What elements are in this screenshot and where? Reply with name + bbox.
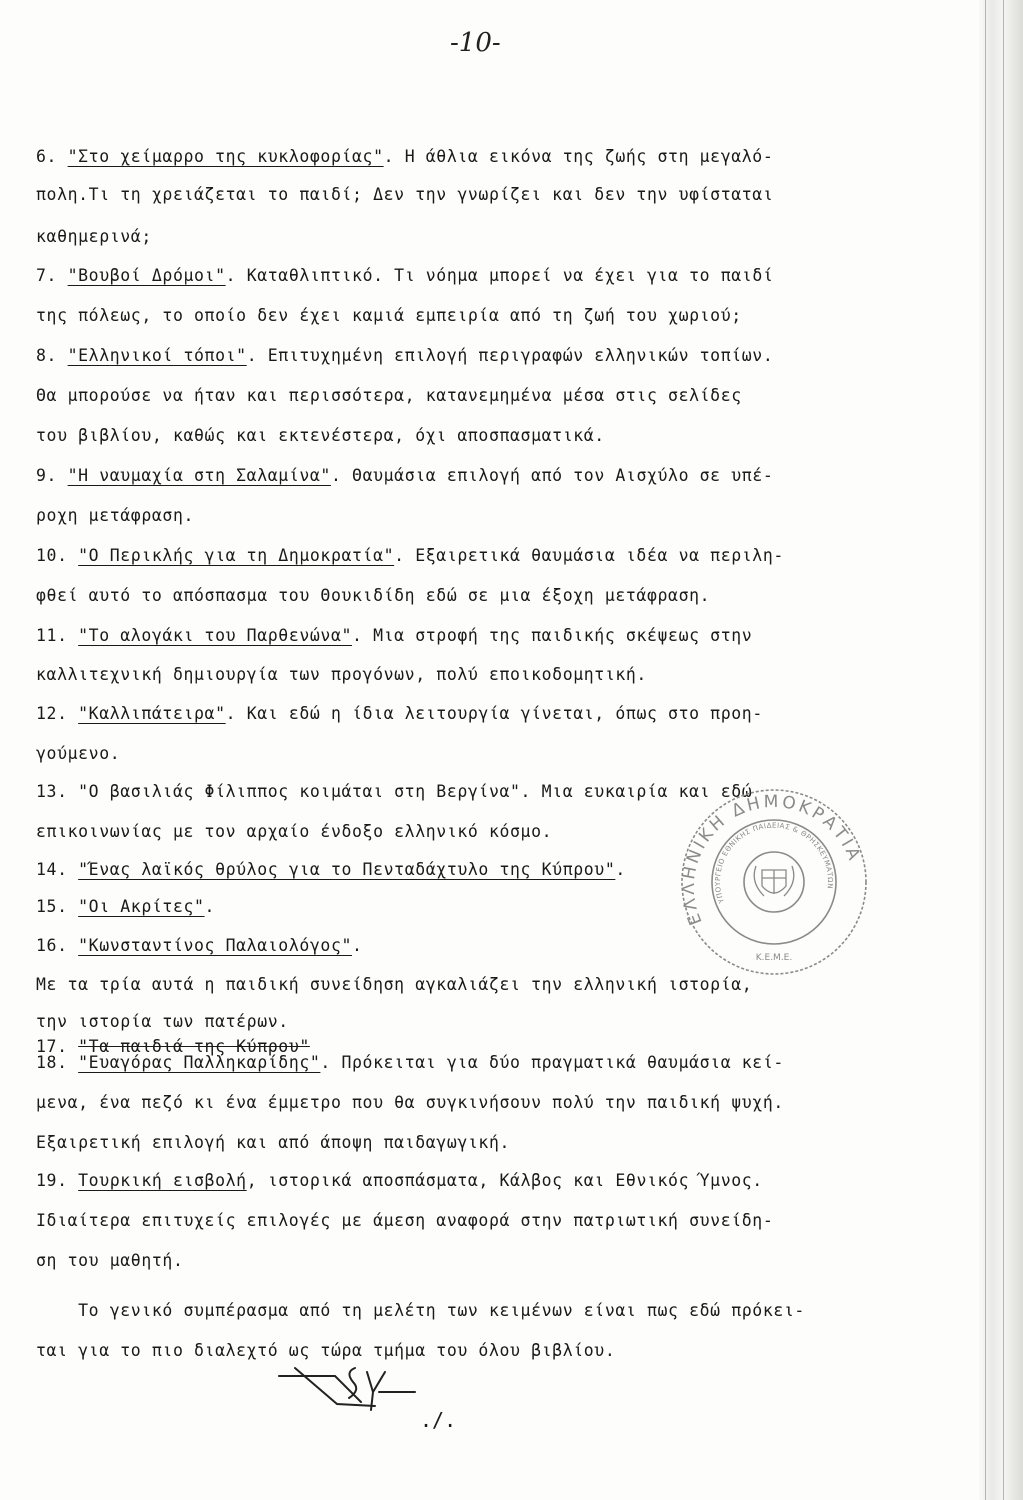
text-line [36,545,784,567]
page-number: -10- [450,28,501,58]
text-segment: καλλιτεχνική δημιουργία των προγόνων, πολύ εποικοδομητική. [36,665,647,684]
text-segment: 13. "Ο βασιλιάς Φίλιππος κοιμάται στη Βεργίνα". Μια ευκαιρία και εδώ [36,782,753,801]
text-line [36,974,752,996]
underlined-title: "Το αλογάκι του Παρθενώνα" [78,626,353,645]
svg-text:ΥΠΟΥΡΓΕΙΟ ΕΘΝΙΚΗΣ ΠΑΙΔΕΙΑΣ & Θ: ΥΠΟΥΡΓΕΙΟ ΕΘΝΙΚΗΣ ΠΑΙΔΕΙΑΣ & ΘΡΗΣΚΕΥΜΑΤΩΝ [713,821,835,905]
text-line [36,1092,784,1114]
underlined-title: "Οι Ακρίτες" [78,897,205,916]
underlined-title: "Ευαγόρας Παλληκαρίδης" [78,1053,321,1072]
text-segment: επικοινωνίας με τον αρχαίο ένδοξο ελληνικό κόσμο. [36,822,553,841]
text-line [36,703,763,725]
svg-text:ΕΛΛΗΝΙΚΗ ΔΗΜΟΚΡΑΤΙΑ: ΕΛΛΗΝΙΚΗ ΔΗΜΟΚΡΑΤΙΑ [678,791,865,928]
text-line [36,1300,805,1322]
text-line [36,821,552,843]
text-segment: Εξαιρετική επιλογή και από άποψη παιδαγωγική. [36,1133,511,1152]
text-line [36,1052,784,1074]
text-segment: ση του μαθητή. [36,1251,184,1270]
text-line [36,625,752,647]
text-segment: 12. [36,704,79,723]
text-line [36,781,752,803]
page-edge-line [985,0,986,1500]
text-segment: Το γενικό συμπέρασμα από τη μελέτη των κειμένων είναι πως εδώ πρόκει- [36,1301,805,1320]
text-line [36,935,363,957]
underlined-title: "Στο χείμαρρο της κυκλοφορίας" [67,147,384,166]
text-segment: 18. [36,1053,79,1072]
text-line [36,1170,763,1192]
text-line [36,1132,510,1154]
text-line [36,425,605,447]
text-line [36,1011,289,1033]
text-line [36,743,120,765]
text-segment: ται για το πιο διαλεχτό ως τώρα τμήμα του όλου βιβλίου. [36,1341,616,1360]
text-segment: 7. [36,266,68,285]
text-segment: 15. [36,897,79,916]
text-segment: 14. [36,860,79,879]
text-segment: . Μια στροφή της παιδικής σκέψεως στην [352,626,753,645]
text-segment: της πόλεως, το οποίο δεν έχει καμιά εμπειρία από τη ζωή του χωριού; [36,306,742,325]
text-segment: . Η άθλια εικόνα της ζωής στη μεγαλό- [383,147,774,166]
text-line [36,859,626,881]
text-segment: . Και εδώ η ίδια λειτουργία γίνεται, όπως στο προη- [225,704,763,723]
text-line [36,664,647,686]
text-segment: γούμενο. [36,744,121,763]
text-line [36,505,194,527]
text-segment: 16. [36,936,79,955]
underlined-title: "Η ναυμαχία στη Σαλαμίνα" [67,466,331,485]
text-segment: την ιστορία των πατέρων. [36,1012,289,1031]
underlined-title: "Κωνσταντίνος Παλαιολόγος" [78,936,353,955]
text-segment: 19. [36,1171,79,1190]
text-segment: 11. [36,626,79,645]
text-segment: 8. [36,346,68,365]
text-segment: , ιστορικά αποσπάσματα, Κάλβος και Εθνικός Ύμνος. [246,1171,763,1190]
text-segment: Με τα τρία αυτά η παιδική συνείδηση αγκαλιάζει την ελληνική ιστορία, [36,975,753,994]
text-segment: . [204,897,216,916]
underlined-title: "Βουβοί Δρόμοι" [67,266,226,285]
text-segment: 17. [36,1037,79,1056]
svg-text:Κ.Ε.Μ.Ε.: Κ.Ε.Μ.Ε. [755,953,793,963]
text-line [36,465,773,487]
page-edge-line [1003,0,1004,1500]
underlined-title: "Καλλιπάτειρα" [78,704,226,723]
text-line [36,1210,773,1232]
text-line [36,345,773,367]
end-mark: ./. [420,1408,457,1432]
text-segment: . Θαυμάσια επιλογή από τον Αισχύλο σε υπέ- [330,466,774,485]
text-segment: . Καταθλιπτικό. Τι νόημα μπορεί να έχει για το παιδί [225,266,774,285]
text-line [36,146,773,168]
underlined-title: "Ο Περικλής για τη Δημοκρατία" [78,546,395,565]
text-segment: 6. [36,147,68,166]
text-segment: . Επιτυχημένη επιλογή περιγραφών ελληνικών τοπίων. [246,346,774,365]
underlined-title: "Ένας λαϊκός θρύλος για το Πενταδάχτυλο της Κύπρου" [78,860,616,879]
text-segment: καθημερινά; [36,227,152,246]
text-line [36,385,742,407]
text-line [36,585,710,607]
official-seal-stamp [672,782,877,982]
text-segment: ροχη μετάφραση. [36,506,195,525]
text-line [36,265,773,287]
text-line [36,226,152,248]
text-segment: φθεί αυτό το απόσπασμα του Θουκιδίδη εδώ σε μια έξοχη μετάφραση. [36,586,711,605]
text-segment: 9. [36,466,68,485]
text-line [36,305,742,327]
text-segment: . [352,936,363,955]
underlined-title: Τουρκική εισβολή [78,1171,247,1190]
underlined-title: "Ελληνικοί τόποι" [67,346,247,365]
text-segment: . Εξαιρετικά θαυμάσια ιδέα να περιλη- [394,546,784,565]
text-line [36,184,773,206]
text-segment: του βιβλίου, καθώς και εκτενέστερα, όχι αποσπασματικά. [36,426,605,445]
text-segment: Ιδιαίτερα επιτυχείς επιλογές με άμεση αναφορά στην πατριωτική συνείδη- [36,1211,774,1230]
handwritten-signature [275,1362,435,1422]
text-line [36,1250,183,1272]
text-segment: Θα μπορούσε να ήταν και περισσότερα, κατανεμημένα μέσα στις σελίδες [36,386,742,405]
text-segment: 10. [36,546,79,565]
text-segment: . Πρόκειται για δύο πραγματικά θαυμάσια κεί- [320,1053,784,1072]
text-line [36,1340,615,1362]
text-segment: μενα, ένα πεζό κι ένα έμμετρο που θα συγκινήσουν πολύ την παιδική ψυχή. [36,1093,784,1112]
underlined-title: "Τα παιδιά της Κύπρου" [78,1037,310,1056]
text-segment: . [615,860,626,879]
text-segment: πολη.Τι τη χρειάζεται το παιδί; Δεν την γνωρίζει και δεν την υφίσταται [36,185,774,204]
text-line [36,896,215,918]
